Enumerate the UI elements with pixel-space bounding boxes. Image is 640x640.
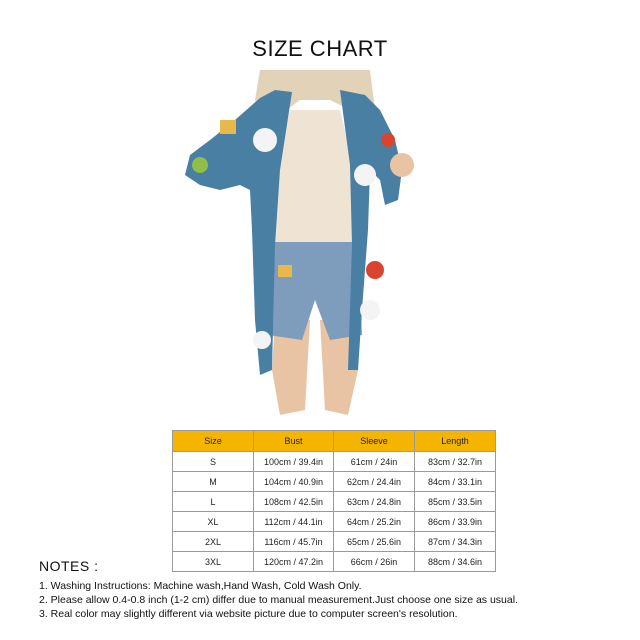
gift-print bbox=[278, 265, 292, 277]
table-row bbox=[173, 472, 496, 492]
poinsettia-print bbox=[366, 261, 384, 279]
right-hand bbox=[390, 153, 414, 177]
table-row bbox=[173, 452, 496, 472]
table-row bbox=[173, 512, 496, 532]
cell-size: XL bbox=[173, 512, 254, 532]
snowman-print bbox=[360, 300, 380, 320]
snowman-print bbox=[253, 331, 271, 349]
snowman-print bbox=[354, 164, 376, 186]
cell-length: 88cm / 34.6in bbox=[415, 552, 496, 572]
cell-sleeve: 64cm / 25.2in bbox=[334, 512, 415, 532]
cell-sleeve: 66cm / 26in bbox=[334, 552, 415, 572]
note-item: 3. Real color may slightly different via website picture due to computer screen's resolution. bbox=[39, 608, 458, 620]
cell-length: 86cm / 33.9in bbox=[415, 512, 496, 532]
size-chart-table bbox=[172, 430, 496, 572]
cell-bust: 104cm / 40.9in bbox=[254, 472, 334, 492]
cell-length: 83cm / 32.7in bbox=[415, 452, 496, 472]
poinsettia-print bbox=[381, 133, 395, 147]
cell-sleeve: 61cm / 24in bbox=[334, 452, 415, 472]
table-header-row bbox=[173, 431, 496, 452]
cell-sleeve: 63cm / 24.8in bbox=[334, 492, 415, 512]
cell-size: M bbox=[173, 472, 254, 492]
cell-size: 2XL bbox=[173, 532, 254, 552]
note-item: 1. Washing Instructions: Machine wash,Hand Wash, Cold Wash Only. bbox=[39, 580, 362, 592]
cell-sleeve: 62cm / 24.4in bbox=[334, 472, 415, 492]
table-row bbox=[173, 532, 496, 552]
header-length: Length bbox=[415, 431, 496, 452]
cell-size: S bbox=[173, 452, 254, 472]
notes-heading: NOTES : bbox=[39, 558, 99, 574]
note-item: 2. Please allow 0.4-0.8 inch (1-2 cm) differ due to manual measurement.Just choose one size as usual. bbox=[39, 594, 518, 606]
cream-top bbox=[275, 110, 355, 242]
notes-section bbox=[39, 558, 629, 621]
cell-sleeve: 65cm / 25.6in bbox=[334, 532, 415, 552]
notes-list bbox=[39, 579, 629, 621]
product-model-photo bbox=[180, 70, 440, 420]
header-size: Size bbox=[173, 431, 254, 452]
cell-size: L bbox=[173, 492, 254, 512]
cell-length: 84cm / 33.1in bbox=[415, 472, 496, 492]
cell-bust: 100cm / 39.4in bbox=[254, 452, 334, 472]
cell-bust: 108cm / 42.5in bbox=[254, 492, 334, 512]
header-bust: Bust bbox=[254, 431, 334, 452]
cell-bust: 112cm / 44.1in bbox=[254, 512, 334, 532]
page-title: SIZE CHART bbox=[252, 36, 388, 61]
cell-bust: 120cm / 47.2in bbox=[254, 552, 334, 572]
table-row bbox=[173, 492, 496, 512]
gift-print bbox=[220, 120, 236, 134]
cell-length: 85cm / 33.5in bbox=[415, 492, 496, 512]
cell-bust: 116cm / 45.7in bbox=[254, 532, 334, 552]
header-sleeve: Sleeve bbox=[334, 431, 415, 452]
holly-print bbox=[192, 157, 208, 173]
snowman-print bbox=[253, 128, 277, 152]
cell-length: 87cm / 34.3in bbox=[415, 532, 496, 552]
denim-shorts bbox=[268, 240, 362, 340]
cell-size: 3XL bbox=[173, 552, 254, 572]
